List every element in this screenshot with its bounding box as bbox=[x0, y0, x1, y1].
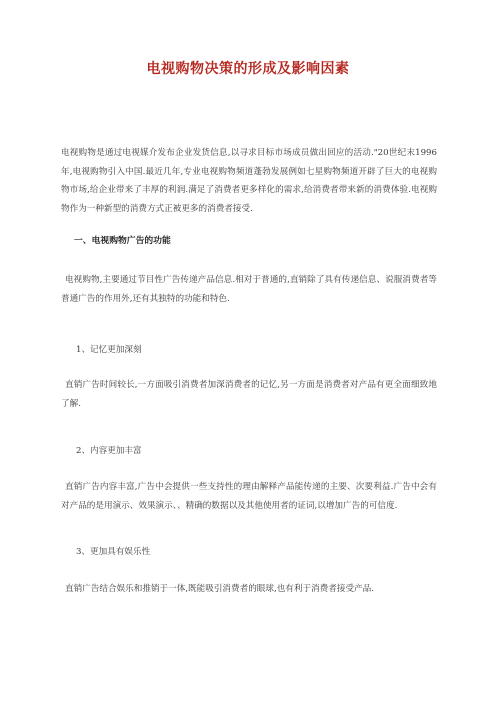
item-3-body: 直销广告结合娱乐和推销于一体,既能吸引消费者的眼球,也有利于消费者接受产品. bbox=[65, 584, 374, 594]
item-3-heading: 3、更加具有娱乐性 bbox=[76, 547, 151, 557]
item-1-body: 直销广告时间较长,一方面吸引消费者加深消费者的记忆,另一方面是消费者对产品有更全面细致地了解. bbox=[61, 380, 437, 409]
document-title: 电视购物决策的形成及影响因素 bbox=[146, 61, 350, 77]
item-2-body: 直销广告内容丰富,广告中会提供一些支持性的理由解释产品能传递的主要、次要利益.广告中会有对产品的是用演示、效果演示、、精确的数据以及其他使用者的证词,以增加广告的可信度. bbox=[61, 482, 437, 511]
item-2-heading: 2、内容更加丰富 bbox=[76, 446, 142, 456]
intro-paragraph: 电视购物是通过电视媒介发布企业发货信息,以寻求目标市场成员做出回应的活动."20世纪末1996年,电视购物引入中国.最近几年,专业电视购物频道蓬勃发展例如七星购物频道开辟了巨大的电视购物市场,给企业带来了丰厚的利润.满足了消费者更多样化的需求,给消费者带来新的消费体验.电视购物作为一种新型的消费方式正被更多的消费者接受. bbox=[61, 148, 437, 214]
section-1-body: 电视购物,主要通过节目性广告传递产品信息.相对于普通的,直销除了具有传递信息、说服消费者等普通广告的作用外,还有其独特的功能和特色. bbox=[61, 275, 437, 304]
section-1-heading: 一、电视购物广告的功能 bbox=[74, 236, 171, 246]
item-1-heading: 1、记忆更加深刻 bbox=[76, 345, 142, 355]
